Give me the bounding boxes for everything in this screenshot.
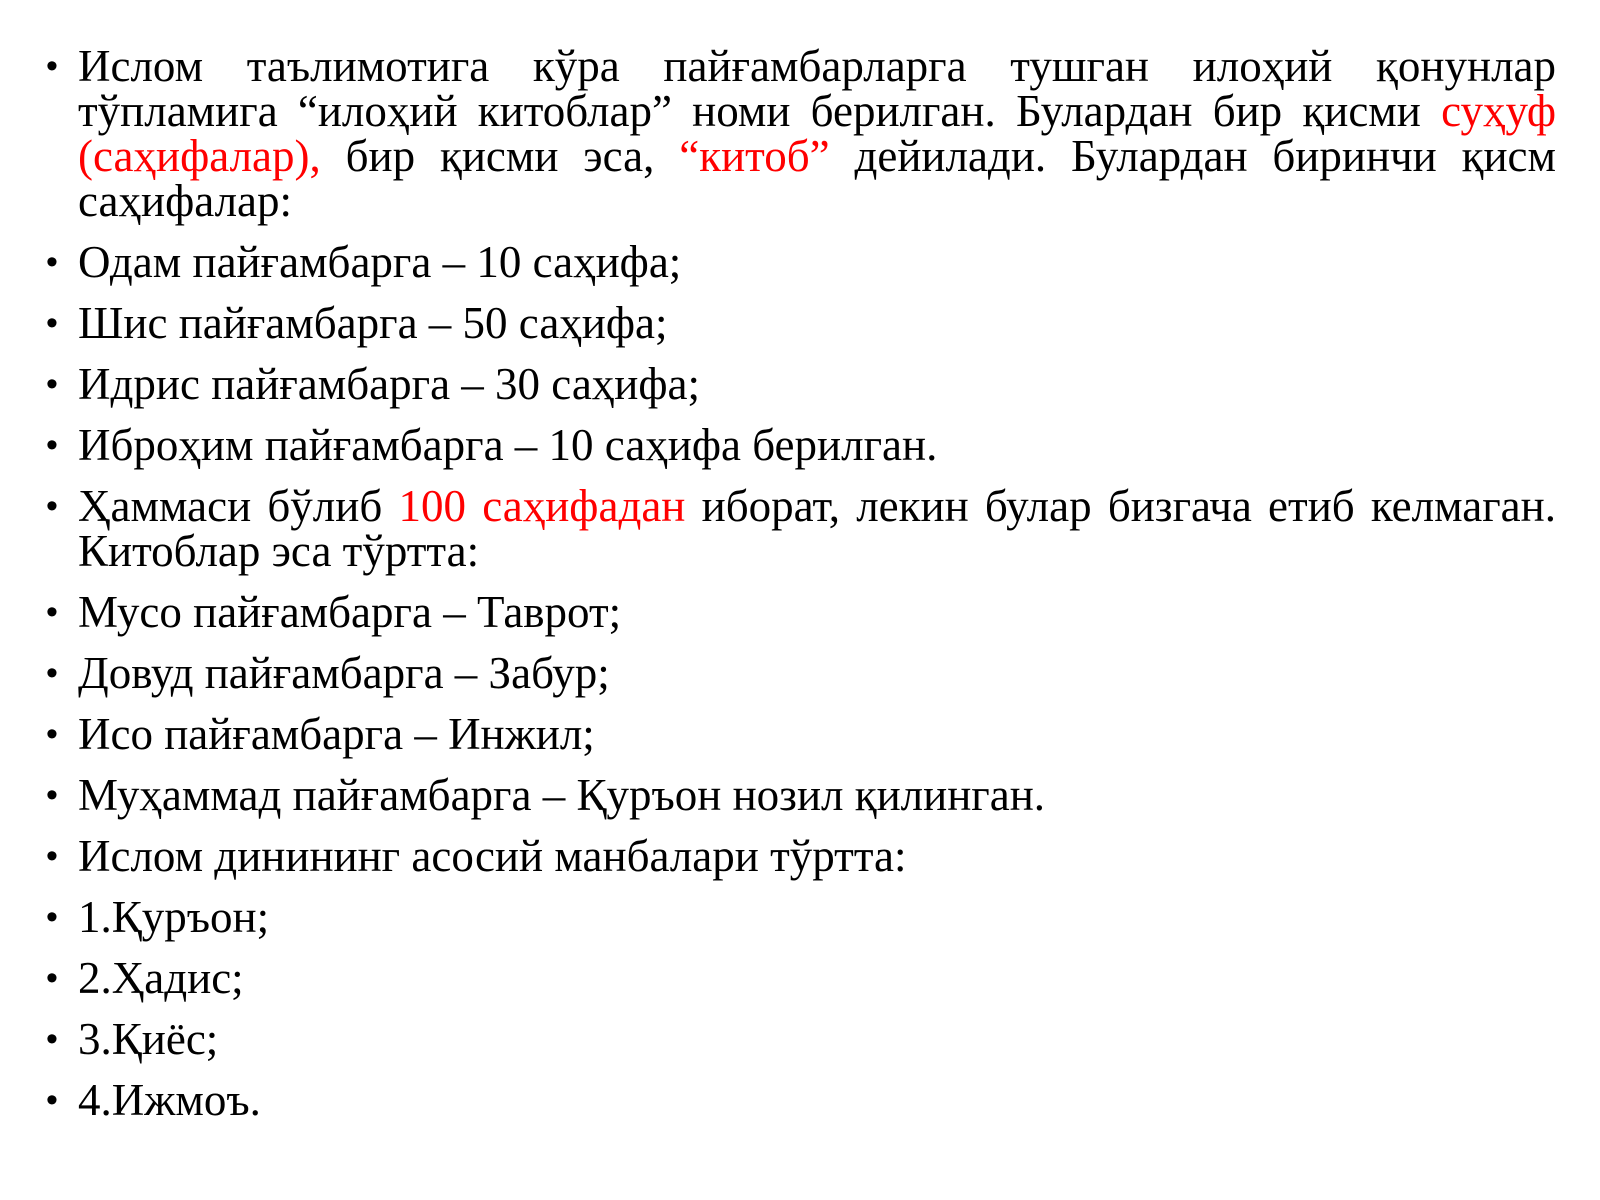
bullet-dot: • [46,837,58,875]
list-item [46,709,1556,759]
item-text: Исо пайғамбарга – Инжил; [78,709,595,759]
list-item [46,41,1557,226]
item-text: 4.Ижмоъ. [78,1075,261,1125]
bullet-dot: • [46,654,58,692]
bullet-dot: • [46,365,58,403]
item-text: 1.Қуръон; [78,892,270,942]
bullet-dot: • [46,593,58,631]
bullet-dot: • [46,47,58,85]
item-text: Ислом динининг асосий манбалари тўртта: [78,831,907,881]
bullet-dot: • [46,487,58,525]
item-text: Муҳаммад пайғамбарга – Қуръон нозил қилинган. [78,770,1046,820]
bullet-dot: • [46,1020,58,1058]
list-item [46,648,1556,698]
item-text: дейилади. Булардан биринчи қисм саҳифалар: [78,131,1557,226]
list-item [46,770,1556,820]
list-item [46,587,1556,637]
item-text: Мусо пайғамбарга – Таврот; [78,587,622,637]
list-item [46,298,1556,348]
item-text: Одам пайғамбарга – 10 саҳифа; [78,237,682,287]
list-item [46,1014,1556,1064]
item-text: иборат, лекин булар бизгача етиб келмаган. Китоблар эса тўртта: [78,481,1556,576]
highlighted-text: “китоб” [679,131,830,181]
list-item [46,359,1556,409]
list-item [46,1075,1556,1125]
item-text: Иброҳим пайғамбарга – 10 саҳифа берилган. [78,420,938,470]
item-text: Довуд пайғамбарга – Забур; [78,648,610,698]
item-text: Шис пайғамбарга – 50 саҳифа; [78,298,668,348]
bullet-dot: • [46,426,58,464]
bullet-dot: • [46,243,58,281]
bullet-dot: • [46,898,58,936]
item-text: Ҳаммаси бўлиб [78,481,399,531]
bullet-dot: • [46,304,58,342]
bullet-list [46,41,1557,1139]
item-text: 2.Ҳадис; [78,953,244,1003]
list-item [46,831,1556,881]
bullet-dot: • [46,715,58,753]
highlighted-text: 100 саҳифадан [398,481,686,531]
list-item [46,892,1556,942]
bullet-dot: • [46,959,58,997]
item-text: Ислом таълимотига кўра пайғамбарларга тушган илоҳий қонунлар тўпламига “илоҳий китоблар” номи берилган. Булардан бир қисми [78,41,1556,136]
item-text: 3.Қиёс; [78,1014,219,1064]
item-text: бир қисми эса, [320,131,680,181]
bullet-dot: • [46,1081,58,1119]
list-item [46,420,1556,470]
list-item [46,953,1556,1003]
highlighted-text: суҳуф (саҳифалар), [78,86,1556,181]
list-item [46,237,1556,287]
bullet-dot: • [46,776,58,814]
item-text: Идрис пайғамбарга – 30 саҳифа; [78,359,701,409]
list-item [46,481,1556,576]
